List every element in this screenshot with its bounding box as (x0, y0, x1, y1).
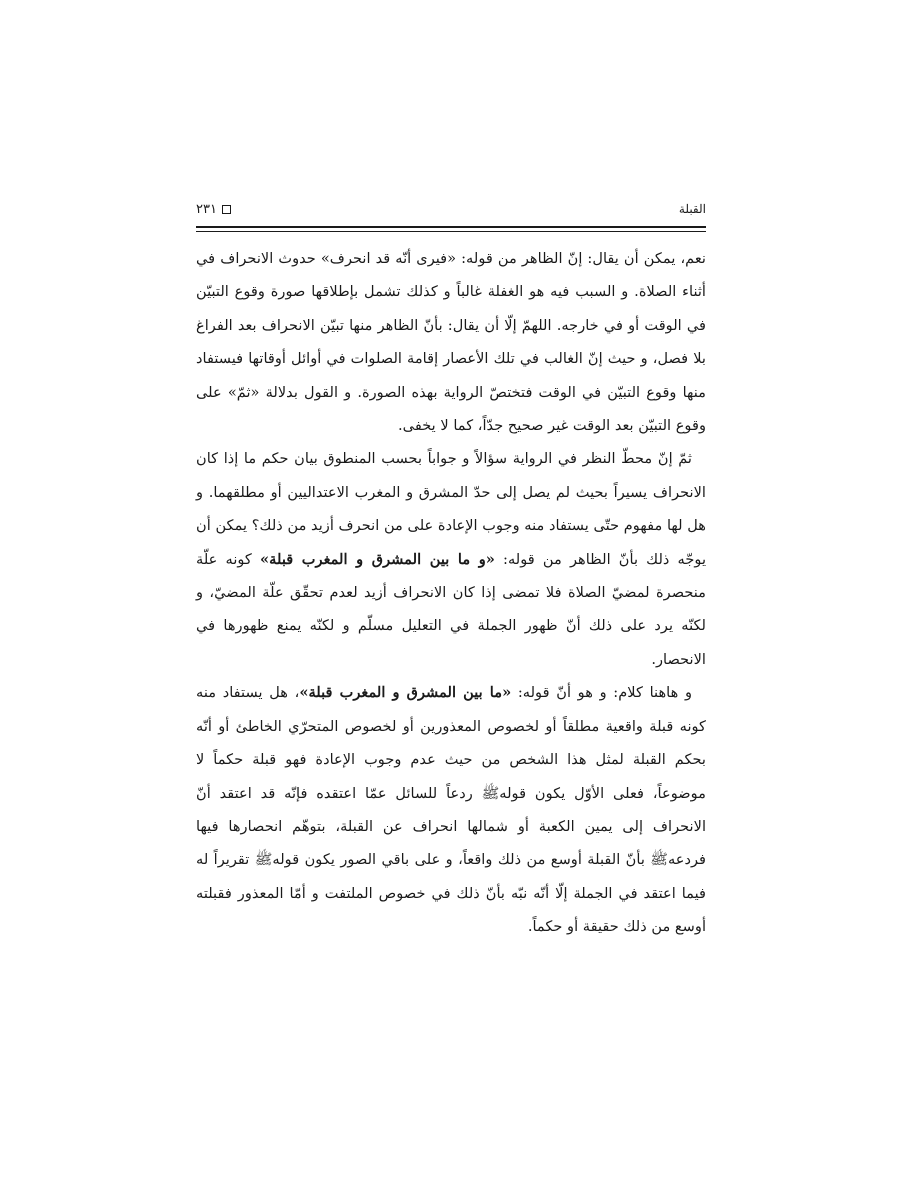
text-run: ثمّ إنّ محطّ النظر في الرواية سؤالاً و جواباً بحسب المنطوق بيان حكم ما إذا كان الانحراف يسيراً بحيث لم يصل إلى حدّ المشرق و المغرب الاعتداليين أو مطلقهما. و هل لها مفهوم حتّى يستفاد منه وجوب الإعادة على من انحرف أزيد من ذلك؟ يمكن أن يوجّه ذلك بأنّ الظاهر من قوله: (196, 450, 707, 568)
book-page (196, 190, 706, 944)
text-run: ردعاً للسائل عمّا اعتقده فإنّه قد اعتقد أنّ الانحراف إلى يمين الكعبة أو شمالها انحراف عن القبلة، بتوهّم انحصارها فيها فردعه (196, 784, 706, 869)
paragraph (196, 442, 706, 676)
quoted-phrase: «و ما بين المشرق و المغرب قبلة» (260, 550, 495, 568)
text-run: ﷺ (481, 784, 500, 802)
quoted-phrase: «ما بين المشرق و المغرب قبلة» (299, 684, 512, 702)
text-run: و هاهنا كلام: و هو أنّ قوله: (511, 684, 693, 702)
page-number: ٢٣١ (196, 202, 217, 217)
text-run: ، هل يستفاد منه كونه قبلة واقعية مطلقاً أو لخصوص المعذورين أو لخصوص المتحرّي الخاطئ أو أنّه بحكم القبلة لمثل هذا الشخص من حيث عدم وجوب الإعادة فهو قبلة حكماً لا موضوعاً، فعلى الأوّل يكون قوله (196, 684, 706, 802)
text-run: ﷺ (650, 851, 668, 869)
body-text (196, 242, 706, 944)
header-rule-thin (196, 231, 706, 232)
square-bullet-icon (222, 205, 231, 214)
text-run: كونه علّة منحصرة لمضيّ الصلاة فلا تمضى إذا كان الانحراف أزيد لعدم تحقّق علّة المضيّ، و لكنّه يرد على ذلك أنّ ظهور الجملة في التعليل مسلّم و لكنّه يمنع ظهورها في الانحصار. (196, 550, 706, 668)
text-run: ﷺ (254, 851, 273, 869)
text-run: تقريراً له فيما اعتقد في الجملة إلّا أنّه نبّه بأنّ ذلك في خصوص الملتفت و أمّا المعذور فقبلته أوسع من ذلك حقيقة أو حكماً. (196, 851, 706, 936)
running-title: القبلة (678, 202, 706, 216)
header-rule-thick (196, 226, 706, 228)
paragraph (196, 242, 706, 442)
text-run: نعم، يمكن أن يقال: إنّ الظاهر من قوله: «فيرى أنّه قد انحرف» حدوث الانحراف في أثناء الصلاة. و السبب فيه هو الغفلة غالباً و كذلك تشمل بإطلاقها صورة وقوع التبيّن في الوقت أو في خارجه. اللهمّ إلّا أن يقال: بأنّ الظاهر منها تبيّن الانحراف بعد الفراغ بلا فصل، و حيث إنّ الغالب في تلك الأعصار إقامة الصلوات في أوائل أوقاتها فيستفاد منها وقوع التبيّن في الوقت فتختصّ الرواية بهذه الصورة. و القول بدلالة «ثمّ» على وقوع التبيّن بعد الوقت غير صحيح جدّاً، كما لا يخفى. (196, 250, 706, 435)
paragraph (196, 676, 706, 943)
text-run: بأنّ القبلة أوسع من ذلك واقعاً، و على باقي الصور يكون قوله (272, 851, 651, 869)
page-header (196, 190, 706, 226)
page-number-group (196, 202, 231, 217)
